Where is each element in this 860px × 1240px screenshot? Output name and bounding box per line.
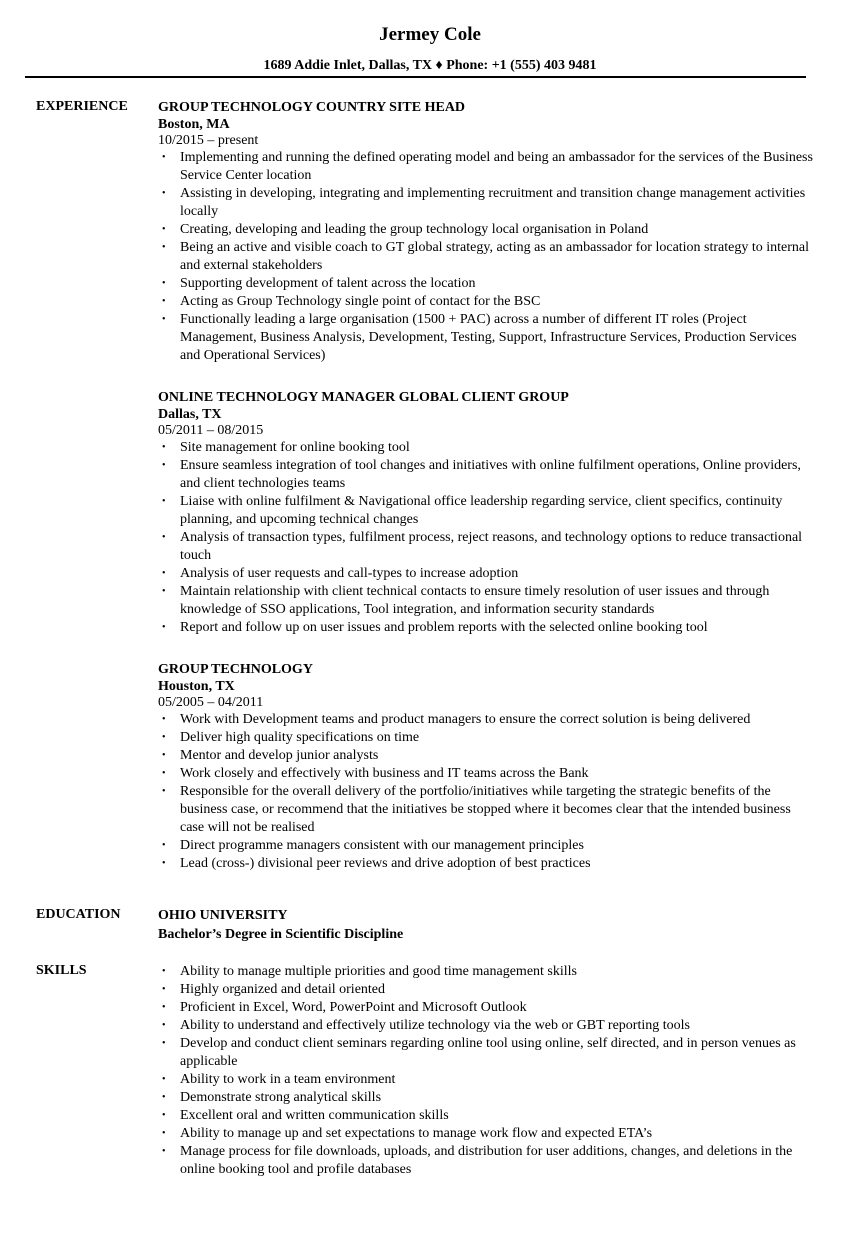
list-item xyxy=(158,239,818,275)
list-item xyxy=(158,711,818,729)
bullet-icon: • xyxy=(162,768,166,779)
contact-info: 1689 Addie Inlet, Dallas, TX ♦ Phone: +1 (555) 403 9481 xyxy=(263,58,597,73)
bullet-icon: • xyxy=(162,278,166,289)
job-title: GROUP TECHNOLOGY COUNTRY SITE HEAD xyxy=(158,100,466,115)
list-item-text: Excellent oral and written communication skills xyxy=(180,1108,449,1123)
bullet-icon: • xyxy=(162,1146,166,1157)
list-item xyxy=(158,999,818,1017)
list-item xyxy=(158,1071,818,1089)
bullet-icon: • xyxy=(162,858,166,869)
bullet-icon: • xyxy=(162,568,166,579)
bullet-icon: • xyxy=(162,622,166,633)
bullet-icon: • xyxy=(162,152,166,163)
job-location: Houston, TX xyxy=(158,679,235,694)
list-item-text: Ensure seamless integration of tool changes and initiatives with online fulfilment operations, Online providers, and client technologies teams xyxy=(180,458,801,491)
list-item xyxy=(158,1143,818,1179)
job-location: Dallas, TX xyxy=(158,407,222,422)
section-label-education: EDUCATION xyxy=(36,907,121,922)
list-item-text: Lead (cross-) divisional peer reviews and drive adoption of best practices xyxy=(180,856,591,871)
job-title: ONLINE TECHNOLOGY MANAGER GLOBAL CLIENT GROUP xyxy=(158,390,569,405)
section-label-skills: SKILLS xyxy=(36,963,87,978)
list-item-text: Ability to understand and effectively utilize technology via the web or GBT reporting tools xyxy=(180,1018,690,1033)
list-item xyxy=(158,293,818,311)
bullet-icon: • xyxy=(162,750,166,761)
job-location: Boston, MA xyxy=(158,117,230,132)
list-item-text: Work with Development teams and product managers to ensure the correct solution is being delivered xyxy=(180,712,751,727)
bullet-icon: • xyxy=(162,224,166,235)
bullet-icon: • xyxy=(162,966,166,977)
bullet-icon: • xyxy=(162,314,166,325)
list-item xyxy=(158,765,818,783)
list-item-text: Direct programme managers consistent with our management principles xyxy=(180,838,584,853)
bullet-icon: • xyxy=(162,586,166,597)
list-item-text: Site management for online booking tool xyxy=(180,440,410,455)
list-item-text: Proficient in Excel, Word, PowerPoint and Microsoft Outlook xyxy=(180,1000,527,1015)
list-item xyxy=(158,1089,818,1107)
bullet-icon: • xyxy=(162,840,166,851)
list-item xyxy=(158,1107,818,1125)
degree: Bachelor’s Degree in Scientific Discipline xyxy=(158,927,404,942)
job-dates: 05/2005 – 04/2011 xyxy=(158,695,264,710)
list-item-text: Manage process for file downloads, uploads, and distribution for user additions, changes, and deletions in the online booking tool and profile databases xyxy=(180,1144,793,1177)
list-item-text: Develop and conduct client seminars regarding online tool using online, self directed, and in person venues as applicable xyxy=(180,1036,796,1069)
list-item-text: Ability to work in a team environment xyxy=(180,1072,396,1087)
list-item-text: Mentor and develop junior analysts xyxy=(180,748,379,763)
job-dates: 10/2015 – present xyxy=(158,133,259,148)
list-item xyxy=(158,1125,818,1143)
list-item xyxy=(158,311,818,365)
experience-content xyxy=(158,99,818,897)
list-item xyxy=(158,439,818,457)
job-bullets xyxy=(158,711,818,873)
bullet-icon: • xyxy=(162,1020,166,1031)
list-item xyxy=(158,981,818,999)
bullet-icon: • xyxy=(162,1074,166,1085)
list-item-text: Deliver high quality specifications on time xyxy=(180,730,420,745)
list-item-text: Highly organized and detail oriented xyxy=(180,982,386,997)
list-item xyxy=(158,837,818,855)
bullet-icon: • xyxy=(162,786,166,797)
list-item-text: Demonstrate strong analytical skills xyxy=(180,1090,382,1105)
list-item xyxy=(158,565,818,583)
bullet-icon: • xyxy=(162,296,166,307)
list-item xyxy=(158,457,818,493)
list-item xyxy=(158,493,818,529)
job-dates: 05/2011 – 08/2015 xyxy=(158,423,264,438)
school-name: OHIO UNIVERSITY xyxy=(158,908,288,923)
job-entry xyxy=(158,389,818,637)
list-item-text: Supporting development of talent across the location xyxy=(180,276,476,291)
list-item xyxy=(158,747,818,765)
list-item xyxy=(158,1017,818,1035)
job-bullets xyxy=(158,149,818,365)
list-item-text: Liaise with online fulfilment & Navigational office leadership regarding service, client specifics, continuity planning, and upcoming technical changes xyxy=(180,494,783,527)
list-item xyxy=(158,583,818,619)
header-divider xyxy=(25,76,806,78)
list-item-text: Implementing and running the defined operating model and being an ambassador for the services of the Business Service Center location xyxy=(180,150,813,183)
bullet-icon: • xyxy=(162,984,166,995)
list-item-text: Report and follow up on user issues and problem reports with the selected online booking tool xyxy=(180,620,708,635)
bullet-icon: • xyxy=(162,714,166,725)
job-entry xyxy=(158,661,818,873)
list-item-text: Ability to manage up and set expectations to manage work flow and expected ETA’s xyxy=(180,1126,653,1141)
skills-content xyxy=(158,963,818,1179)
list-item xyxy=(158,855,818,873)
list-item xyxy=(158,149,818,185)
list-item-text: Functionally leading a large organisation (1500 + PAC) across a number of different IT roles (Project Management, Business Analysis, Development, Testing, Support, Infrastructure Services, Production Services and Operational Services) xyxy=(180,312,797,363)
job-title: GROUP TECHNOLOGY xyxy=(158,662,313,677)
bullet-icon: • xyxy=(162,732,166,743)
list-item-text: Maintain relationship with client technical contacts to ensure timely resolution of user issues and through knowledge of SSO applications, Tool integration, and information security standards xyxy=(180,584,770,617)
bullet-icon: • xyxy=(162,242,166,253)
bullet-icon: • xyxy=(162,1110,166,1121)
list-item-text: Analysis of user requests and call-types to increase adoption xyxy=(180,566,519,581)
list-item xyxy=(158,619,818,637)
bullet-icon: • xyxy=(162,496,166,507)
list-item xyxy=(158,529,818,565)
list-item xyxy=(158,1035,818,1071)
list-item xyxy=(158,275,818,293)
list-item-text: Creating, developing and leading the group technology local organisation in Poland xyxy=(180,222,649,237)
list-item xyxy=(158,221,818,239)
list-item xyxy=(158,963,818,981)
list-item-text: Acting as Group Technology single point of contact for the BSC xyxy=(180,294,541,309)
bullet-icon: • xyxy=(162,1092,166,1103)
section-label-experience: EXPERIENCE xyxy=(36,99,128,114)
candidate-name: Jermey Cole xyxy=(379,24,481,45)
list-item-text: Analysis of transaction types, fulfilment process, reject reasons, and technology options to reduce transactional touch xyxy=(180,530,803,563)
list-item-text: Ability to manage multiple priorities and good time management skills xyxy=(180,964,577,979)
list-item-text: Responsible for the overall delivery of the portfolio/initiatives while targeting the strategic benefits of the business case, or recommend that the initiatives be stopped where it becomes clear that the intended business case will not be realised xyxy=(180,784,791,835)
job-entry xyxy=(158,99,818,365)
bullet-icon: • xyxy=(162,460,166,471)
list-item xyxy=(158,185,818,221)
bullet-icon: • xyxy=(162,1128,166,1139)
bullet-icon: • xyxy=(162,1002,166,1013)
list-item-text: Being an active and visible coach to GT global strategy, acting as an ambassador for location strategy to internal and external stakeholders xyxy=(180,240,810,273)
list-item xyxy=(158,783,818,837)
bullet-icon: • xyxy=(162,1038,166,1049)
bullet-icon: • xyxy=(162,442,166,453)
list-item xyxy=(158,729,818,747)
skills-list xyxy=(158,963,818,1179)
bullet-icon: • xyxy=(162,532,166,543)
bullet-icon: • xyxy=(162,188,166,199)
list-item-text: Assisting in developing, integrating and implementing recruitment and transition change management activities locally xyxy=(180,186,806,219)
education-content xyxy=(158,907,818,945)
job-bullets xyxy=(158,439,818,637)
list-item-text: Work closely and effectively with business and IT teams across the Bank xyxy=(180,766,589,781)
